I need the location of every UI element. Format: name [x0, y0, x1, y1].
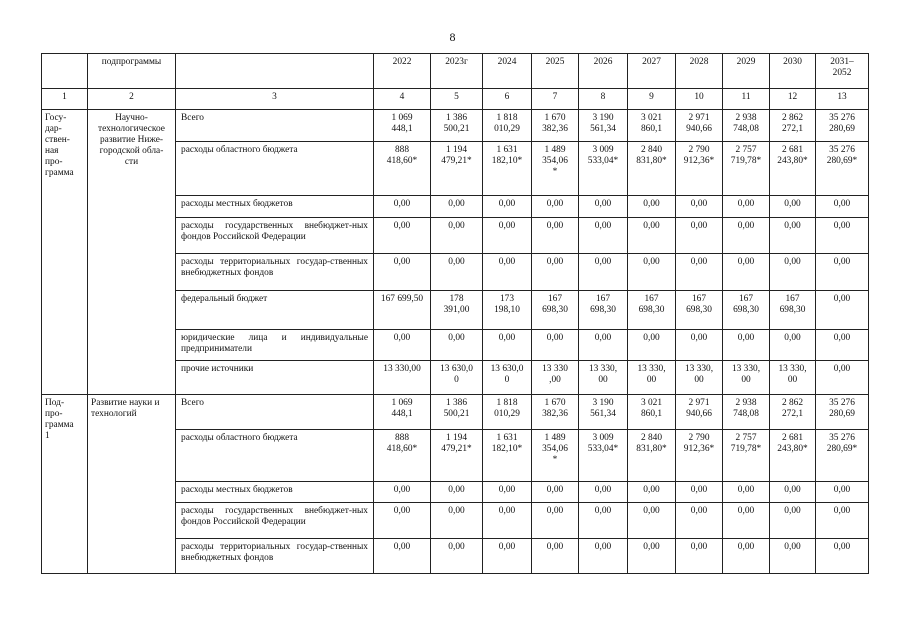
amount-cell: 1 670 382,36 [532, 395, 579, 430]
header-year-2029: 2029 [723, 54, 770, 89]
amount-cell: 13 630,0 0 [483, 361, 532, 395]
amount-cell: 0,00 [431, 196, 483, 218]
amount-cell: 35 276 280,69* [816, 142, 869, 196]
amount-cell: 0,00 [816, 503, 869, 539]
amount-cell: 13 330, 00 [723, 361, 770, 395]
amount-cell: 0,00 [770, 503, 816, 539]
amount-cell: 0,00 [628, 503, 676, 539]
amount-cell: 0,00 [723, 539, 770, 574]
amount-cell: 1 194 479,21* [431, 142, 483, 196]
header-cell-subprogram: подпрограммы [88, 54, 176, 89]
amount-cell: 13 330, 00 [628, 361, 676, 395]
amount-cell: 0,00 [483, 330, 532, 361]
amount-cell: 0,00 [579, 254, 628, 291]
amount-cell: 0,00 [770, 330, 816, 361]
amount-cell: 2 790 912,36* [676, 142, 723, 196]
amount-cell: 178 391,00 [431, 291, 483, 330]
amount-cell: 0,00 [532, 330, 579, 361]
amount-cell: 35 276 280,69 [816, 395, 869, 430]
amount-cell: 0,00 [628, 539, 676, 574]
funding-source-label: расходы государственных внебюджет-ных фондов Российской Федерации [176, 218, 374, 254]
header-cell-source [176, 54, 374, 89]
amount-cell: 0,00 [431, 254, 483, 291]
amount-cell: 0,00 [816, 196, 869, 218]
amount-cell: 0,00 [483, 539, 532, 574]
amount-cell: 173 198,10 [483, 291, 532, 330]
amount-cell: 0,00 [676, 539, 723, 574]
amount-cell: 1 489 354,06 * [532, 430, 579, 482]
amount-cell: 0,00 [532, 482, 579, 503]
amount-cell: 0,00 [374, 196, 431, 218]
amount-cell: 2 790 912,36* [676, 430, 723, 482]
amount-cell: 888 418,60* [374, 142, 431, 196]
funding-source-label: расходы местных бюджетов [176, 196, 374, 218]
page-number: 8 [449, 30, 456, 44]
amount-cell: 0,00 [723, 254, 770, 291]
amount-cell: 0,00 [816, 291, 869, 330]
amount-cell: 2 840 831,80* [628, 142, 676, 196]
amount-cell: 0,00 [374, 330, 431, 361]
amount-cell: 0,00 [628, 482, 676, 503]
program-type-cell: Госу- дар- ствен- ная про- грамма [42, 110, 88, 395]
funding-source-label: юридические лица и индивидуальные предприниматели [176, 330, 374, 361]
column-index-cell: 4 [374, 89, 431, 110]
amount-cell: 167 699,50 [374, 291, 431, 330]
column-index-cell: 13 [816, 89, 869, 110]
column-index-cell: 7 [532, 89, 579, 110]
amount-cell: 3 190 561,34 [579, 110, 628, 142]
funding-source-label: расходы территориальных государ-ственных внебюджетных фондов [176, 539, 374, 574]
amount-cell: 3 009 533,04* [579, 430, 628, 482]
column-index-cell: 12 [770, 89, 816, 110]
amount-cell: 167 698,30 [532, 291, 579, 330]
header-year-2027: 2027 [628, 54, 676, 89]
amount-cell: 0,00 [483, 482, 532, 503]
amount-cell: 2 938 748,08 [723, 395, 770, 430]
amount-cell: 2 971 940,66 [676, 395, 723, 430]
amount-cell: 0,00 [676, 330, 723, 361]
table-header-row [42, 54, 869, 89]
column-index-cell: 5 [431, 89, 483, 110]
amount-cell: 0,00 [532, 196, 579, 218]
amount-cell: 2 862 272,1 [770, 395, 816, 430]
amount-cell: 167 698,30 [770, 291, 816, 330]
amount-cell: 13 330, 00 [770, 361, 816, 395]
amount-cell: 2 938 748,08 [723, 110, 770, 142]
program-name-cell: Научно- технологическое развитие Ниже- городской обла- сти [88, 110, 176, 395]
amount-cell: 1 489 354,06 * [532, 142, 579, 196]
amount-cell: 0,00 [579, 482, 628, 503]
amount-cell: 0,00 [628, 254, 676, 291]
header-year-2024: 2024 [483, 54, 532, 89]
amount-cell: 0,00 [374, 218, 431, 254]
funding-source-label: прочие источники [176, 361, 374, 395]
amount-cell: 0,00 [770, 218, 816, 254]
amount-cell: 35 276 280,69 [816, 110, 869, 142]
funding-source-label: расходы территориальных государ-ственных внебюджетных фондов [176, 254, 374, 291]
amount-cell: 0,00 [579, 218, 628, 254]
header-year-2031-2052: 2031– 2052 [816, 54, 869, 89]
amount-cell: 2 757 719,78* [723, 430, 770, 482]
amount-cell: 0,00 [374, 539, 431, 574]
amount-cell: 0,00 [816, 254, 869, 291]
column-index-cell: 9 [628, 89, 676, 110]
amount-cell: 0,00 [816, 218, 869, 254]
header-year-2028: 2028 [676, 54, 723, 89]
header-year-2022: 2022 [374, 54, 431, 89]
column-index-cell: 3 [176, 89, 374, 110]
amount-cell: 13 330,00 [374, 361, 431, 395]
amount-cell: 13 330 ,00 [532, 361, 579, 395]
amount-cell: 0,00 [532, 539, 579, 574]
amount-cell: 0,00 [816, 330, 869, 361]
amount-cell: 13 630,0 0 [431, 361, 483, 395]
amount-cell: 0,00 [628, 330, 676, 361]
funding-source-label: Всего [176, 395, 374, 430]
amount-cell: 2 862 272,1 [770, 110, 816, 142]
funding-table [41, 53, 869, 574]
amount-cell: 1 386 500,21 [431, 110, 483, 142]
amount-cell: 0,00 [676, 503, 723, 539]
amount-cell: 2 681 243,80* [770, 142, 816, 196]
amount-cell: 0,00 [770, 196, 816, 218]
amount-cell: 1 670 382,36 [532, 110, 579, 142]
funding-source-label: расходы областного бюджета [176, 430, 374, 482]
amount-cell: 0,00 [483, 254, 532, 291]
program-name-cell: Развитие науки и технологий [88, 395, 176, 574]
amount-cell: 0,00 [374, 482, 431, 503]
amount-cell: 167 698,30 [723, 291, 770, 330]
amount-cell: 3 021 860,1 [628, 395, 676, 430]
amount-cell: 0,00 [723, 218, 770, 254]
amount-cell: 0,00 [676, 196, 723, 218]
amount-cell: 0,00 [579, 503, 628, 539]
funding-source-label: Всего [176, 110, 374, 142]
amount-cell: 1 069 448,1 [374, 395, 431, 430]
header-year-2025: 2025 [532, 54, 579, 89]
amount-cell: 3 021 860,1 [628, 110, 676, 142]
header-year-2026: 2026 [579, 54, 628, 89]
amount-cell: 0,00 [431, 218, 483, 254]
column-index-row [42, 89, 869, 110]
amount-cell: 0,00 [483, 503, 532, 539]
column-index-cell: 10 [676, 89, 723, 110]
amount-cell: 35 276 280,69* [816, 430, 869, 482]
amount-cell: 0,00 [532, 254, 579, 291]
column-index-cell: 2 [88, 89, 176, 110]
amount-cell: 167 698,30 [676, 291, 723, 330]
amount-cell: 0,00 [374, 503, 431, 539]
amount-cell: 0,00 [816, 539, 869, 574]
amount-cell: 0,00 [374, 254, 431, 291]
funding-source-label: федеральный бюджет [176, 291, 374, 330]
program-type-cell: Под- про- грамма 1 [42, 395, 88, 574]
amount-cell: 1 069 448,1 [374, 110, 431, 142]
amount-cell: 0,00 [431, 330, 483, 361]
amount-cell: 0,00 [676, 482, 723, 503]
amount-cell: 3 009 533,04* [579, 142, 628, 196]
amount-cell: 13 330, 00 [579, 361, 628, 395]
amount-cell: 0,00 [431, 539, 483, 574]
amount-cell: 0,00 [431, 503, 483, 539]
amount-cell: 0,00 [676, 218, 723, 254]
funding-source-label: расходы областного бюджета [176, 142, 374, 196]
amount-cell: 0,00 [770, 254, 816, 291]
amount-cell: 1 386 500,21 [431, 395, 483, 430]
amount-cell: 0,00 [532, 503, 579, 539]
amount-cell: 0,00 [483, 196, 532, 218]
header-cell-category [42, 54, 88, 89]
amount-cell: 0,00 [723, 482, 770, 503]
header-year-2030: 2030 [770, 54, 816, 89]
amount-cell: 1 818 010,29 [483, 110, 532, 142]
amount-cell: 1 631 182,10* [483, 142, 532, 196]
amount-cell: 0,00 [431, 482, 483, 503]
column-index-cell: 11 [723, 89, 770, 110]
amount-cell: 13 330, 00 [676, 361, 723, 395]
amount-cell: 888 418,60* [374, 430, 431, 482]
amount-cell: 1 631 182,10* [483, 430, 532, 482]
amount-cell: 0,00 [723, 196, 770, 218]
column-index-cell: 6 [483, 89, 532, 110]
funding-source-label: расходы государственных внебюджет-ных фондов Российской Федерации [176, 503, 374, 539]
amount-cell: 0,00 [676, 254, 723, 291]
amount-cell: 3 190 561,34 [579, 395, 628, 430]
amount-cell: 0,00 [628, 218, 676, 254]
amount-cell: 1 194 479,21* [431, 430, 483, 482]
amount-cell: 2 681 243,80* [770, 430, 816, 482]
amount-cell: 0,00 [816, 361, 869, 395]
amount-cell: 167 698,30 [628, 291, 676, 330]
amount-cell: 0,00 [770, 539, 816, 574]
table-row [42, 395, 869, 430]
amount-cell: 167 698,30 [579, 291, 628, 330]
amount-cell: 2 757 719,78* [723, 142, 770, 196]
amount-cell: 0,00 [723, 330, 770, 361]
column-index-cell: 8 [579, 89, 628, 110]
amount-cell: 0,00 [628, 196, 676, 218]
amount-cell: 2 840 831,80* [628, 430, 676, 482]
funding-source-label: расходы местных бюджетов [176, 482, 374, 503]
table-row [42, 110, 869, 142]
amount-cell: 0,00 [579, 196, 628, 218]
amount-cell: 0,00 [816, 482, 869, 503]
amount-cell: 0,00 [579, 330, 628, 361]
amount-cell: 0,00 [770, 482, 816, 503]
amount-cell: 2 971 940,66 [676, 110, 723, 142]
column-index-cell: 1 [42, 89, 88, 110]
amount-cell: 0,00 [532, 218, 579, 254]
amount-cell: 1 818 010,29 [483, 395, 532, 430]
amount-cell: 0,00 [723, 503, 770, 539]
amount-cell: 0,00 [483, 218, 532, 254]
header-year-2023: 2023г [431, 54, 483, 89]
amount-cell: 0,00 [579, 539, 628, 574]
